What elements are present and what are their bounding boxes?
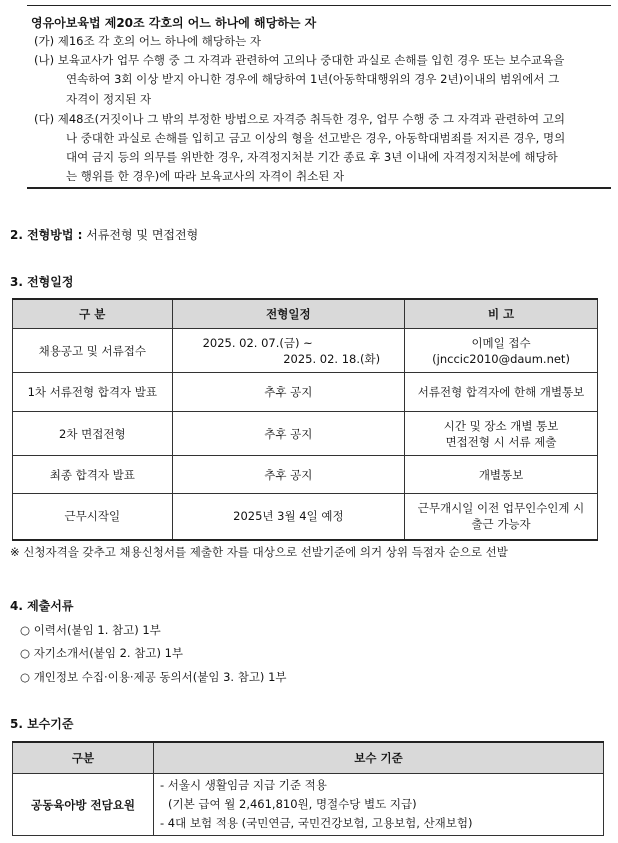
table-row — [13, 412, 598, 456]
eligibility-item-na-line1: (나) 보육교사가 업무 수행 중 그 자격과 관련하여 고의나 중대한 과실로 손해를 입힌 경우 또는 보수교육을 — [34, 53, 565, 67]
eligibility-item-ga: (가) 제16조 각 호의 어느 하나에 해당하는 자 — [34, 34, 261, 48]
table-row — [13, 456, 598, 494]
section-4-heading: 4. 제출서류 — [10, 599, 74, 613]
salary-header-row — [13, 742, 604, 774]
schedule-note-line1: 시간 및 장소 개별 통보 — [443, 418, 559, 433]
document-item-privacy-consent: ○ 개인정보 수집·이용·제공 동의서(붙임 3. 참고) 1부 — [20, 670, 287, 684]
salary-table — [12, 741, 604, 836]
schedule-cell-label: 2차 면접전형 — [13, 412, 173, 456]
schedule-note-line2: 면접전형 시 서류 제출 — [445, 434, 557, 449]
schedule-date-start: 2025. 02. 07.(금) ~ — [202, 335, 313, 350]
schedule-cell-label: 근무시작일 — [13, 494, 173, 540]
section-2-text: 서류전형 및 면접전형 — [82, 228, 199, 242]
table-row — [13, 373, 598, 412]
eligibility-item-da-line2: 나 중대한 과실로 손해를 입히고 금고 이상의 형을 선고받은 경우, 아동학대범죄를 저지른 경우, 명의 — [66, 131, 566, 145]
schedule-cell-date: 추후 공지 — [172, 456, 405, 494]
document-item-cover-letter: ○ 자기소개서(붙임 2. 참고) 1부 — [20, 646, 184, 660]
eligibility-title: 영유아보육법 제20조 각호의 어느 하나에 해당하는 자 — [31, 16, 317, 30]
schedule-header-category: 구 분 — [13, 299, 173, 329]
schedule-cell-date: 2025년 3월 4일 예정 — [172, 494, 405, 540]
salary-details — [154, 774, 604, 836]
schedule-note-line1: 이메일 접수 — [471, 335, 531, 350]
schedule-note-line2: 출근 가능자 — [471, 517, 531, 532]
schedule-cell-note — [405, 494, 598, 540]
section-5-heading: 5. 보수기준 — [10, 717, 74, 731]
schedule-table — [12, 298, 598, 541]
eligibility-item-da-line4: 는 행위를 한 경우)에 따라 보육교사의 자격이 취소된 자 — [66, 169, 345, 183]
schedule-cell-note: 개별통보 — [405, 456, 598, 494]
salary-line-3: - 4대 보험 적용 (국민연금, 국민건강보험, 고용보험, 산재보험) — [160, 816, 473, 830]
salary-header-category: 구분 — [13, 742, 154, 774]
eligibility-item-da-line3: 대여 금지 등의 의무를 위반한 경우, 자격정지처분 기간 종료 후 3년 이내에 자격정지처분에 해당하 — [66, 150, 558, 164]
schedule-cell-label: 채용공고 및 서류접수 — [13, 329, 173, 373]
salary-line-2: (기본 급여 월 2,461,810원, 명절수당 별도 지급) — [168, 797, 417, 811]
eligibility-item-na-line2: 연속하여 3회 이상 받지 아니한 경우에 해당하여 1년(아동학대행위의 경우 2년)이내의 범위에서 그 — [66, 72, 560, 86]
table-row — [13, 329, 598, 373]
selection-footnote: ※ 신청자격을 갖추고 채용신청서를 제출한 자를 대상으로 선발기준에 의거 상위 득점자 순으로 선발 — [10, 545, 508, 559]
salary-line-1: - 서울시 생활임금 지급 기준 적용 — [160, 778, 327, 792]
schedule-cell-date: 추후 공지 — [172, 373, 405, 412]
section-selection-method — [10, 226, 198, 243]
section-3-heading: 3. 전형일정 — [10, 275, 74, 289]
schedule-header-row — [13, 299, 598, 329]
table-row — [13, 494, 598, 540]
document-item-resume: ○ 이력서(붙임 1. 참고) 1부 — [20, 623, 161, 637]
schedule-cell-note: 서류전형 합격자에 한해 개별통보 — [405, 373, 598, 412]
salary-position: 공동육아방 전담요원 — [13, 774, 154, 836]
schedule-cell-label: 1차 서류전형 합격자 발표 — [13, 373, 173, 412]
schedule-date-end: 2025. 02. 18.(화) — [283, 351, 381, 366]
schedule-cell-date — [172, 329, 405, 373]
schedule-cell-note — [405, 329, 598, 373]
schedule-note-line2: (jnccic2010@daum.net) — [432, 351, 570, 366]
eligibility-item-da-line1: (다) 제48조(거짓이나 그 밖의 부정한 방법으로 자격증 취득한 경우, 업무 수행 중 그 자격과 관련하여 고의 — [34, 112, 565, 126]
section-2-heading: 2. 전형방법 : — [10, 228, 83, 242]
schedule-cell-note — [405, 412, 598, 456]
table-row — [13, 774, 604, 836]
salary-header-standard: 보수 기준 — [154, 742, 604, 774]
eligibility-item-na-line3: 자격이 정지된 자 — [66, 92, 152, 106]
schedule-header-date: 전형일정 — [172, 299, 405, 329]
schedule-cell-label: 최종 합격자 발표 — [13, 456, 173, 494]
schedule-note-line1: 근무개시일 이전 업무인수인계 시 — [417, 501, 585, 516]
schedule-header-remarks: 비 고 — [405, 299, 598, 329]
schedule-cell-date: 추후 공지 — [172, 412, 405, 456]
